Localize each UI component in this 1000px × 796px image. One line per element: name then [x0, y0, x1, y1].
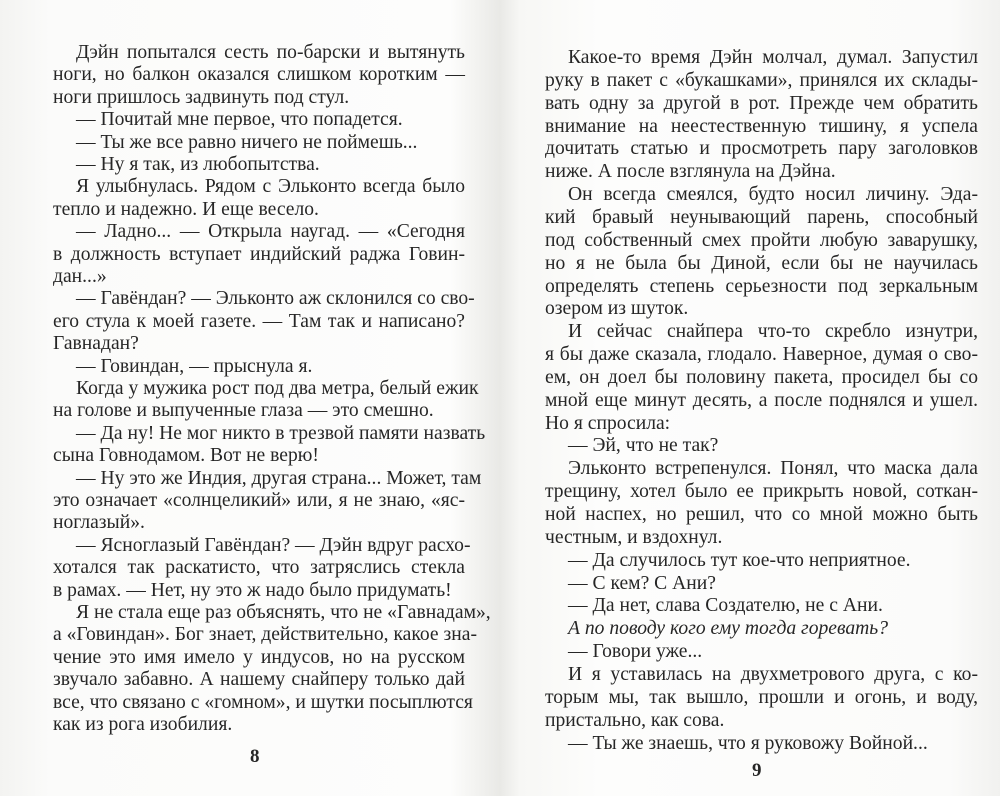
text-line: звучало забавно. А нашему снайперу только дай: [53, 669, 465, 691]
text-line: ем, он доел бы половину пакета, просидел бы со: [545, 366, 978, 388]
text-line: тепло и надежно. И еще весело.: [53, 198, 319, 220]
right-page: [545, 0, 978, 796]
text-line: торым мы, так вышло, прошли и огонь, и воду,: [545, 686, 978, 708]
text-line: я бы даже сказала, глодало. Наверное, думая о сво-: [545, 344, 978, 366]
text-line: — С кем? С Ани?: [568, 572, 716, 594]
text-line: — Да случилось тут кое-что неприятное.: [568, 549, 911, 571]
text-line: Я улыбнулась. Рядом с Эльконто всегда было: [76, 176, 465, 198]
text-line: в рамах. — Нет, ну это ж надо было придумать!: [53, 579, 452, 601]
text-line: Гавнадан?: [53, 333, 139, 355]
text-line: А по поводу кого ему тогда горевать?: [568, 618, 889, 640]
text-line: сына Говнодамом. Вот не верю!: [53, 445, 319, 467]
text-line: Я не стала еще раз объяснять, что не «Гавнадам»,: [76, 602, 491, 623]
text-line: — Ты же все равно ничего не поймешь...: [76, 131, 418, 153]
text-line: трещину, хотел было ее прикрыть новой, соткан-: [545, 481, 978, 503]
text-line: мной еще минут десять, а после поднялся и ушел.: [545, 389, 978, 411]
text-line: дан...»: [53, 266, 107, 287]
text-line: Но я спросила:: [545, 412, 671, 434]
text-line: — Говори уже...: [568, 641, 703, 663]
text-line: ной наспех, но решил, что со мной можно быть: [545, 504, 978, 525]
left-page: [53, 0, 491, 796]
text-line: руку в пакет с «букашками», принялся их склады-: [545, 69, 978, 91]
text-line: в должность вступает индийский раджа Говин-: [53, 243, 465, 265]
text-line: под собственный смех пройти любую заварушку,: [545, 229, 978, 251]
text-line: но я не была бы Диной, если бы не научилась: [545, 252, 978, 274]
page-number-left: 8: [250, 746, 260, 767]
text-line: И сейчас снайпера что-то скребло изнутри,: [568, 321, 978, 343]
text-line: Какое-то время Дэйн молчал, думал. Запустил: [568, 47, 978, 68]
text-line: хотался так раскатисто, что затряслись стекла: [53, 557, 465, 579]
text-line: чение это имя имело у индусов, но на русском: [53, 646, 465, 668]
page-number-right: 9: [752, 760, 762, 781]
text-line: ноги, но балкон оказался слишком коротким —: [53, 64, 465, 86]
text-line: — Эй, что не так?: [568, 435, 719, 457]
text-line: Эльконто встрепенулся. Понял, что маска дала: [568, 458, 978, 480]
text-line: ниже. А после взглянула на Дэйна.: [545, 161, 836, 183]
text-line: его стула к моей газете. — Там так и написано?: [53, 310, 465, 332]
text-line: на голове и выпученные глаза — это смешно.: [53, 400, 434, 422]
text-line: дочитать статью и просмотреть пару заголовков: [545, 138, 978, 160]
text-line: определять степень серьезности под зеркальным: [545, 275, 978, 297]
text-line: все, что связано с «гомном», и шутки посыплются: [53, 691, 473, 713]
text-line: пристально, как сова.: [545, 709, 725, 731]
text-line: ноги пришлось задвинуть под стул.: [53, 86, 350, 108]
text-line: И я уставилась на двухметрового друга, с ко-: [568, 663, 978, 685]
text-line: — Да нет, слава Создателю, не с Ани.: [568, 595, 883, 617]
text-line: кий бравый неунывающий парень, способный: [545, 206, 978, 228]
text-line: честным, и вздохнул.: [545, 526, 723, 548]
text-line: — Ты же знаешь, что я руковожу Войной...: [568, 732, 928, 754]
text-line: — Гавёндан? — Эльконто аж склонился со сво-: [76, 288, 475, 310]
text-line: Дэйн попытался сесть по-барски и вытянуть: [76, 42, 465, 63]
text-line: — Говиндан, — прыснула я.: [76, 355, 313, 377]
text-line: вать одну за другой в рот. Прежде чем обратить: [545, 92, 978, 114]
text-line: а «Говиндан». Бог знает, действительно, какое зна-: [53, 624, 477, 646]
text-line: — Ладно... — Открыла наугад. — «Сегодня: [76, 221, 465, 243]
text-line: это означает «солнцеликий» или, я не знаю, «яс-: [53, 490, 465, 511]
text-line: — Да ну! Не мог никто в трезвой памяти назвать: [76, 422, 486, 444]
text-line: — Ну я так, из любопытства.: [76, 154, 320, 175]
text-line: Когда у мужика рост под два метра, белый ежик: [76, 378, 479, 399]
text-line: как из рога изобилия.: [53, 714, 233, 735]
text-line: — Ясноглазый Гавёндан? — Дэйн вдруг расхо-: [76, 534, 471, 556]
text-line: Он всегда смеялся, будто носил личину. Эда-: [568, 184, 978, 206]
text-line: — Почитай мне первое, что попадется.: [76, 109, 403, 131]
text-line: — Ну это же Индия, другая страна... Может, там: [76, 467, 482, 489]
text-line: озером из шуток.: [545, 298, 689, 320]
text-line: ноглазый».: [53, 512, 145, 534]
text-line: внимание на неестественную тишину, я успела: [545, 115, 978, 137]
